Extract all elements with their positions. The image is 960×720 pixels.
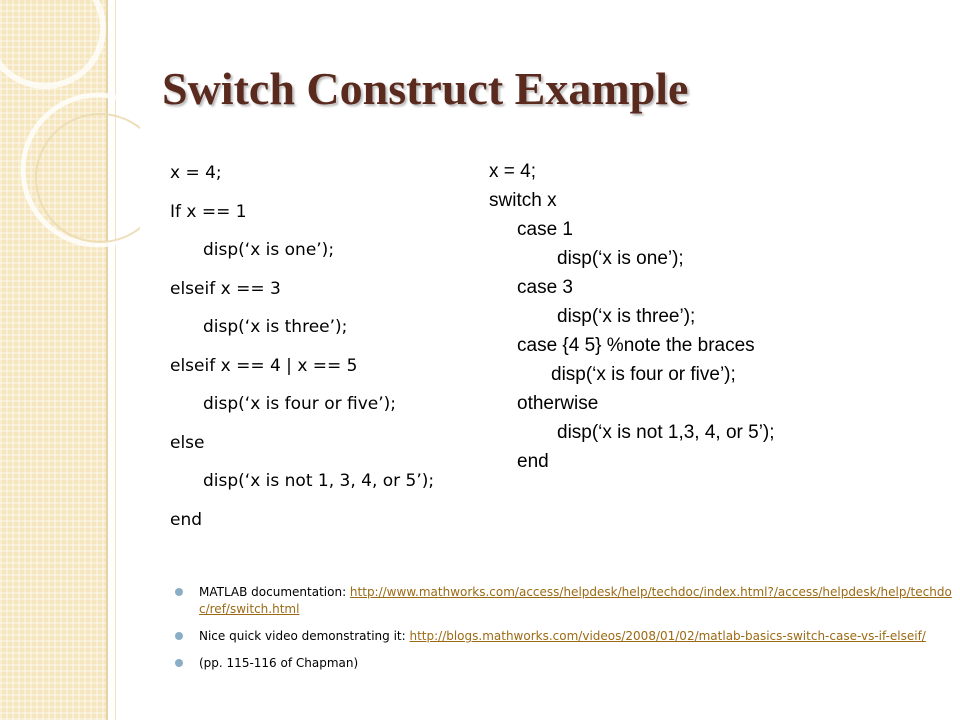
- code-line: disp(‘x is not 1,3, 4, or 5’);: [557, 422, 775, 443]
- code-line: disp(‘x is four or five’);: [203, 394, 396, 414]
- code-line: otherwise: [517, 393, 599, 414]
- decorative-circles: [0, 0, 140, 260]
- code-line: elseif x == 3: [170, 278, 281, 299]
- code-line: end: [170, 509, 203, 530]
- code-line: x = 4;: [170, 163, 222, 183]
- code-line: If x == 1: [170, 201, 247, 222]
- switch-code-block: [489, 157, 775, 476]
- code-line: else: [170, 432, 205, 453]
- list-item: [175, 628, 955, 645]
- code-line: end: [517, 451, 549, 472]
- bullet-icon: [175, 632, 183, 640]
- reference-text: MATLAB documentation:: [199, 585, 350, 599]
- code-line: case {4 5} %note the braces: [517, 335, 755, 356]
- reference-text: Nice quick video demonstrating it:: [199, 629, 410, 643]
- code-line: disp(‘x is three’);: [557, 306, 696, 327]
- code-line: disp(‘x is not 1, 3, 4, or 5’);: [203, 471, 435, 491]
- slide-title: Switch Construct Example: [162, 63, 689, 114]
- code-line: x = 4;: [489, 161, 536, 182]
- code-line: elseif x == 4 | x == 5: [170, 355, 358, 376]
- video-link[interactable]: http://blogs.mathworks.com/videos/2008/01/02/matlab-basics-switch-case-vs-if-elseif/: [409, 629, 926, 643]
- code-line: disp(‘x is four or five’);: [551, 364, 736, 385]
- bullet-icon: [175, 659, 183, 667]
- code-line: case 3: [517, 277, 573, 298]
- list-item: [175, 584, 955, 618]
- matlab-docs-link[interactable]: http://www.mathworks.com/access/helpdesk/help/techdoc/index.html?/access/helpdesk/help/techdoc/ref/switch.html: [199, 585, 952, 616]
- references-list: [175, 584, 955, 682]
- code-line: disp(‘x is one’);: [557, 248, 684, 269]
- if-elseif-code-block: [170, 160, 434, 545]
- code-line: case 1: [517, 219, 573, 240]
- code-line: switch x: [489, 190, 557, 211]
- bullet-icon: [175, 588, 183, 596]
- code-line: disp(‘x is three’);: [203, 317, 348, 337]
- reference-text: (pp. 115-116 of Chapman): [199, 656, 359, 670]
- code-line: disp(‘x is one’);: [203, 240, 335, 260]
- list-item: [175, 655, 955, 672]
